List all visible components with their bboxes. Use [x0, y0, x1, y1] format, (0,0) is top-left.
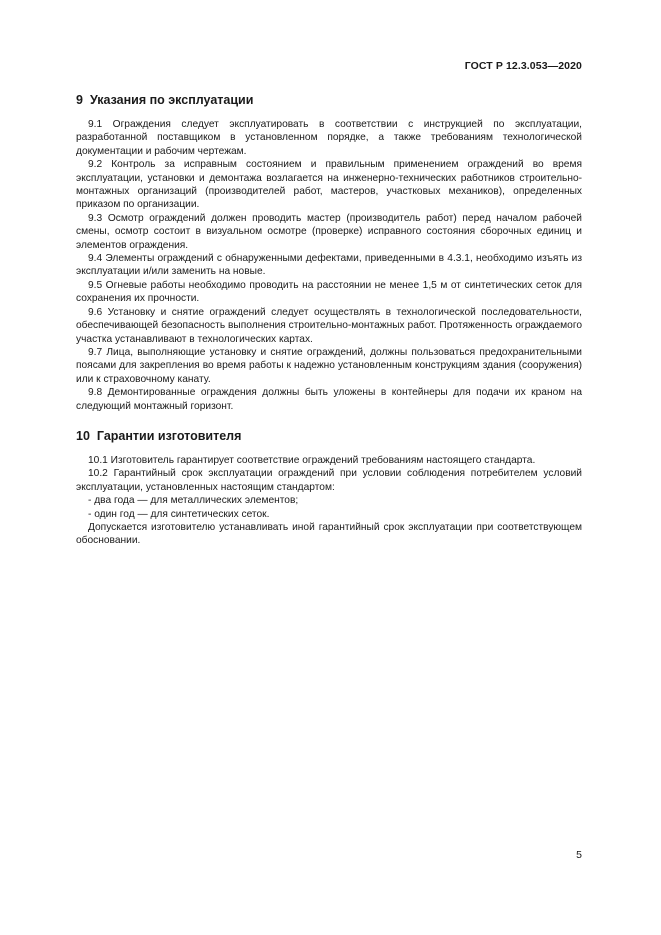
list-item-metal: - два года — для металлических элементов; — [88, 495, 299, 507]
page-content — [76, 93, 582, 548]
section-9-heading — [76, 93, 582, 108]
paragraph-10-3: Допускается изготовителю устанавливать иной гарантийный срок эксплуатации при соответствующем обосновании. — [76, 521, 582, 547]
list-item-synthetic: - один год — для синтетических сеток. — [88, 508, 270, 520]
section-10-title: Гарантии изготовителя — [96, 428, 242, 443]
section-10-heading — [76, 429, 582, 444]
paragraph-9-3: 9.3 Осмотр ограждений должен проводить мастер (производитель работ) перед началом рабочей смены, осмотр состоит в визуальном осмотре (проверке) исправного состояния сборочных единиц и элементов ограждения. — [76, 212, 582, 251]
section-9-number: 9 — [76, 93, 83, 107]
section-10-number: 10 — [76, 428, 90, 443]
page-number: 5 — [576, 849, 582, 861]
paragraph-9-5: 9.5 Огневые работы необходимо проводить на расстоянии не менее 1,5 м от синтетических сеток для сохранения их прочности. — [76, 279, 582, 305]
paragraph-10-2: 10.2 Гарантийный срок эксплуатации ограждений при условии соблюдения потребителем условий эксплуатации, установленных настоящим стандартом: — [76, 468, 582, 493]
paragraph-9-7: 9.7 Лица, выполняющие установку и снятие ограждений, должны пользоваться предохранительными поясами для закрепления во время работы к надежно установленным конструкциям здания (сооружения) или к страховочному канату. — [76, 346, 582, 385]
paragraph-9-4: 9.4 Элементы ограждений с обнаруженными дефектами, приведенными в 4.3.1, необходимо изъять из эксплуатации и/или заменить на новые. — [76, 253, 582, 278]
paragraph-9-2: 9.2 Контроль за исправным состоянием и правильным применением ограждений во время эксплуатации, установки и демонтажа возлагается на инженерно-технических работников строительно-монтажных организаций (производителей работ, мастеров, участковых механиков), определенных приказом по организации. — [76, 159, 582, 211]
document-code: ГОСТ Р 12.3.053—2020 — [464, 60, 582, 72]
paragraph-9-8: 9.8 Демонтированные ограждения должны быть уложены в контейнеры для подачи их краном на следующий монтажный горизонт. — [76, 387, 582, 412]
paragraph-9-1: 9.1 Ограждения следует эксплуатировать в соответствии с инструкцией по эксплуатации, разработанной поставщиком в установленном порядке, а также требованиям технологической документации и рабочим чертежам. — [76, 119, 582, 157]
paragraph-9-6: 9.6 Установку и снятие ограждений следует осуществлять в технологической последовательности, обеспечивающей безопасность выполнения строительно-монтажных работ. Протяженность ограждаемого участка устанавливают в технологических картах. — [76, 306, 582, 345]
section-9-title: Указания по эксплуатации — [89, 93, 254, 107]
paragraph-10-1: 10.1 Изготовитель гарантирует соответствие ограждений требованиям настоящего стандарта. — [88, 454, 536, 466]
